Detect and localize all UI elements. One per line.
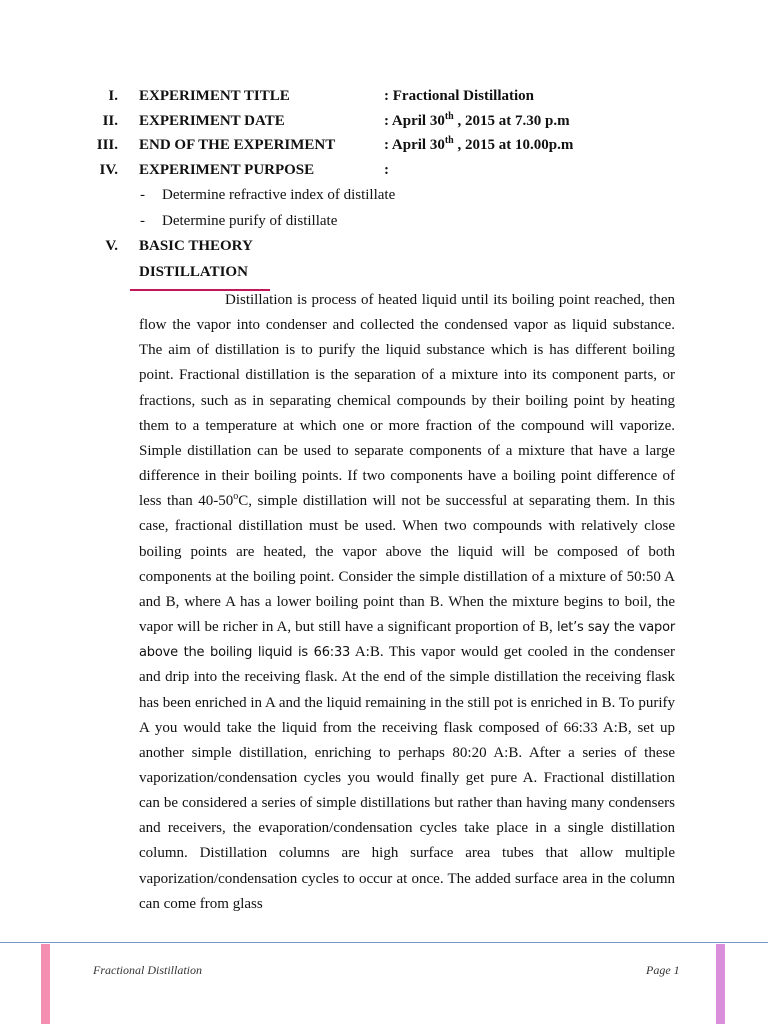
item-number: III. bbox=[96, 137, 118, 153]
item-key: EXPERIMENT TITLE bbox=[139, 88, 290, 104]
purpose-item: Determine refractive index of distillate bbox=[162, 187, 396, 203]
footer-title: Fractional Distillation bbox=[93, 963, 203, 977]
item-value: : Fractional Distillation bbox=[384, 88, 534, 104]
item-key: EXPERIMENT DATE bbox=[139, 113, 285, 129]
bullet-dash: - bbox=[140, 213, 145, 229]
item-number: I. bbox=[108, 88, 118, 104]
footer-page-number: Page 1 bbox=[646, 963, 680, 977]
bullet-dash: - bbox=[140, 187, 145, 203]
item-value: : April 30th , 2015 at 7.30 p.m bbox=[384, 111, 570, 129]
footer-right-bar bbox=[716, 944, 725, 1024]
item-value: : bbox=[384, 162, 389, 178]
section-subtitle: DISTILLATION bbox=[139, 264, 248, 280]
item-key: END OF THE EXPERIMENT bbox=[139, 137, 336, 153]
item-key: EXPERIMENT PURPOSE bbox=[139, 162, 315, 178]
purpose-item: Determine purify of distillate bbox=[162, 213, 338, 229]
item-number: IV. bbox=[99, 162, 118, 178]
section-title: BASIC THEORY bbox=[139, 238, 253, 254]
section-number: V. bbox=[105, 238, 118, 254]
item-number: II. bbox=[102, 113, 118, 129]
footer-rule bbox=[0, 942, 768, 943]
footer-left-bar bbox=[41, 944, 50, 1024]
item-value: : April 30th , 2015 at 10.00p.m bbox=[384, 135, 574, 153]
body-paragraph: Distillation is process of heated liquid until its boiling point reached, then flow the vapor into condenser and collected the condensed vapor as liquid substance. The aim of distillation is to purify the liquid substance which is has different boiling point. Fractional distillation is the separation of a mixture into its component parts, or fractions, such as in separating chemical compounds by their boiling point by heating them to a temperature at which one or more fraction of the compound will vaporize. Simple distillation can be used to separate components of a mixture that have a large difference in their boiling points. If two components have a boiling point difference of less than 40-50$^o$C, simple distillation will not be successful at separating them. In this case, fractional distillation must be used. When two compounds with relatively close boiling points are heated, the vapor above the liquid will be composed of both components at the boiling point. Consider the simple distillation of a mixture of 50:50 A and B, where A has a lower boiling point than B. When the mixture begins to boil, the vapor will be richer in A, but still have a significant proportion of B, let’s say the vapor above the boiling liquid is 66:33 A:B. This vapor would get cooled in the condenser and drip into the receiving flask. At the end of the simple distillation the receiving flask has been enriched in A and the liquid remaining in the still pot is enriched in B. To purify A you would take the liquid from the receiving flask composed of 66:33 A:B, set up another simple distillation, enriching to perhaps 80:20 A:B. After a series of these vaporization/condensation cycles you would finally get pure A. Fractional distillation can be considered a series of simple distillations but rather than having many condensers and receivers, the evaporation/condensation cycles take place in a single distillation column. Distillation columns are high surface area tubes that allow multiple vaporization/condensation cycles to occur at once. The added surface area in the column can come from glass bbox=[139, 292, 675, 912]
